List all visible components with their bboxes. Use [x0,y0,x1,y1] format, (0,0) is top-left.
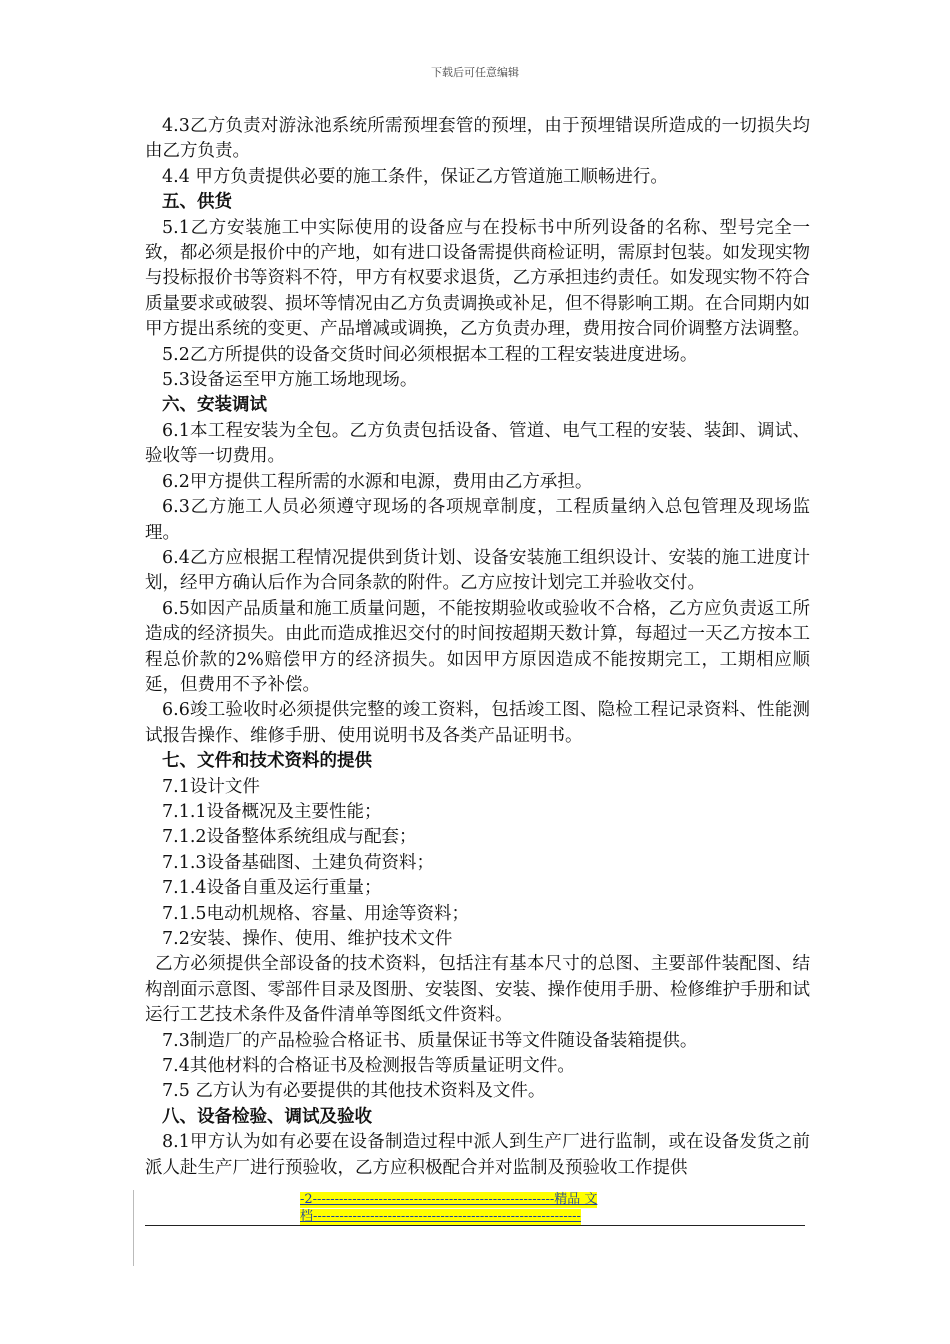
paragraph-6-2: 6.2甲方提供工程所需的水源和电源，费用由乙方承担。 [162,471,593,492]
paragraph-6-6: 6.6竣工验收时必须提供完整的竣工资料，包括竣工图、隐检工程记录资料、性能测试报告操作、维修手册、使用说明书及各类产品证明书。 [145,700,810,746]
paragraph-7-4: 7.4其他材料的合格证书及检测报告等质量证明文件。 [162,1056,575,1077]
paragraph-4-3: 4.3乙方负责对游泳池系统所需预埋套管的预埋，由于预埋错误所造成的一切损失均由乙方负责。 [145,116,810,162]
paragraph-5-2: 5.2乙方所提供的设备交货时间必须根据本工程的工程安装进度进场。 [162,344,698,365]
section-heading-6: 六、安装调试 [162,395,267,416]
paragraph-7-1-5: 7.1.5电动机规格、容量、用途等资料； [162,903,470,924]
footer-rule [145,1225,805,1226]
paragraph-7-3: 7.3制造厂的产品检验合格证书、质量保证书等文件随设备装箱提供。 [162,1030,698,1051]
paragraph-7-2-body: 乙方必须提供全部设备的技术资料，包括注有基本尺寸的总图、主要部件装配图、结构剖面示意图、零部件目录及图册、安装图、安装、操作使用手册、检修维护手册和试运行工艺技术条件及备件清单等图纸文件资料。 [145,954,810,1026]
paragraph-5-3: 5.3设备运至甲方施工场地现场。 [162,370,418,391]
margin-line [133,1190,134,1266]
footer-page-label-continued: 档------------------------------------------------------------- [300,1209,581,1224]
paragraph-4-4: 4.4 甲方负责提供必要的施工条件，保证乙方管道施工顺畅进行。 [162,166,668,187]
paragraph-7-1-2: 7.1.2设备整体系统组成与配套； [162,827,417,848]
paragraph-6-4: 6.4乙方应根据工程情况提供到货计划、设备安装施工组织设计、安装的施工进度计划，经甲方确认后作为合同条款的附件。乙方应按计划完工并验收交付。 [145,547,810,594]
section-heading-8: 八、设备检验、调试及验收 [162,1106,372,1127]
paragraph-8-1: 8.1甲方认为如有必要在设备制造过程中派人到生产厂进行监制，或在设备发货之前派人赴生产厂进行预验收，乙方应积极配合并对监制及预验收工作提供 [145,1132,810,1178]
paragraph-7-1-4: 7.1.4设备自重及运行重量； [162,878,382,899]
paragraph-7-1-3: 7.1.3设备基础图、土建负荷资料； [162,852,435,873]
paragraph-6-3: 6.3乙方施工人员必须遵守现场的各项规章制度，工程质量纳入总包管理及现场监理。 [145,497,810,543]
section-heading-5: 五、供货 [162,192,232,213]
paragraph-7-1-1: 7.1.1设备概况及主要性能； [162,801,382,822]
document-body [145,114,810,1181]
section-heading-7: 七、文件和技术资料的提供 [162,751,372,772]
paragraph-7-1: 7.1设计文件 [162,776,260,797]
paragraph-6-1: 6.1本工程安装为全包。乙方负责包括设备、管道、电气工程的安装、装卸、调试、验收等一切费用。 [145,420,810,467]
paragraph-5-1: 5.1乙方安装施工中实际使用的设备应与在投标书中所列设备的名称、型号完全一致，都必须是报价中的产地，如有进口设备需提供商检证明，需原封包装。如发现实物与投标报价书等资料不符，甲方有权要求退货，乙方承担违约责任。如发现实物不符合质量要求或破裂、损坏等情况由乙方负责调换或补足，但不得影响工期。在合同期内如甲方提出系统的变更、产品增减或调换，乙方负责办理，费用按合同价调整方法调整。 [145,217,810,340]
page-header: 下载后可任意编辑 [431,66,519,79]
footer-page-label: -2-------------------------------------------------------精品 文 [300,1192,598,1207]
paragraph-7-2: 7.2安装、操作、使用、维护技术文件 [162,929,453,949]
paragraph-6-5: 6.5如因产品质量和施工质量问题，不能按期验收或验收不合格，乙方应负责返工所造成的经济损失。由此而造成推迟交付的时间按超期天数计算，每超过一天乙方按本工程总价款的2%赔偿甲方的经济损失。如因甲方原因造成不能按期完工，工期相应顺延，但费用不予补偿。 [145,598,810,695]
paragraph-7-5: 7.5 乙方认为有必要提供的其他技术资料及文件。 [162,1081,546,1102]
